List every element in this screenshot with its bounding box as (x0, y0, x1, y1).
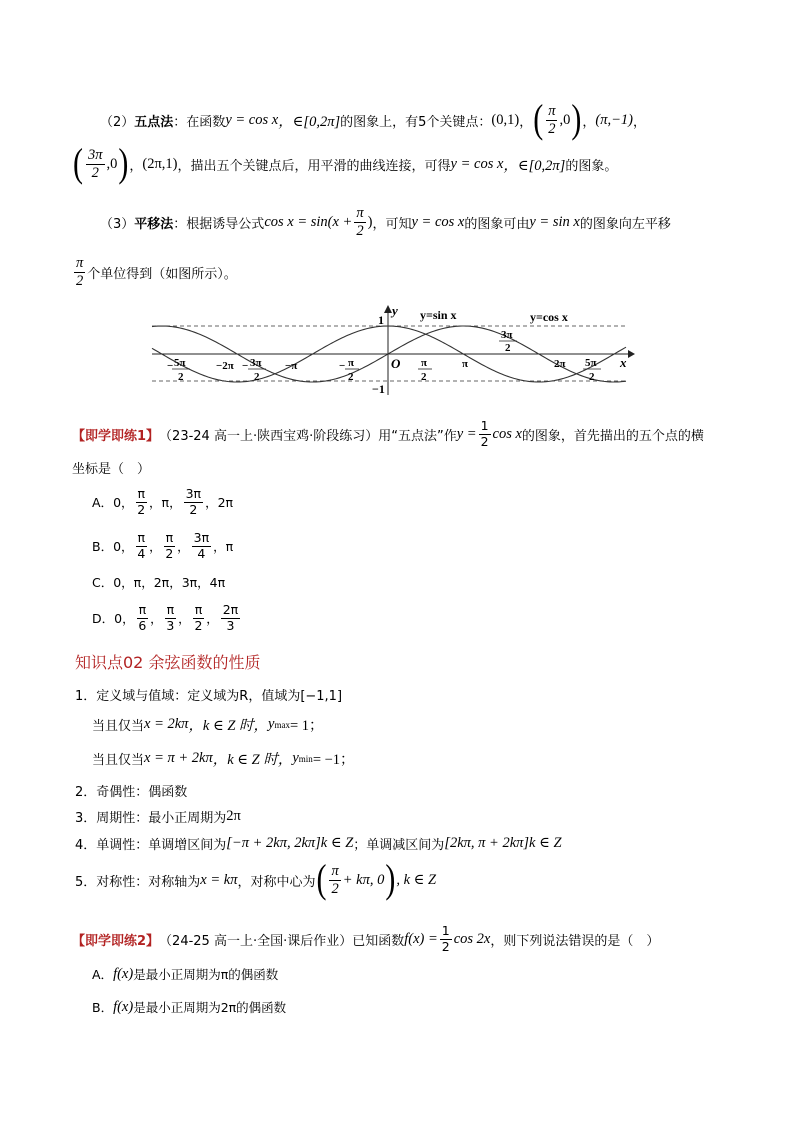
item-text: ；单调减区间为 (353, 838, 445, 853)
ex1-tag: 【即学即练1】 (72, 428, 160, 444)
ex1-line2 (72, 458, 150, 477)
frac-den: 2 (194, 617, 203, 633)
para2-text3: ，描出五个关键点后，用平滑的曲线连接，可得 (177, 158, 451, 174)
tick-mpi: −π (285, 360, 298, 372)
formula-b: ) (367, 213, 373, 230)
para3-line1 (100, 206, 671, 238)
y-label: y (392, 303, 398, 318)
ex2-fn-b: cos 2x (453, 930, 491, 947)
point-1: (0,1) (491, 111, 520, 128)
frac-num: π (137, 486, 146, 501)
ex2-line1 (72, 925, 659, 953)
ex1-option-a[interactable] (92, 488, 233, 516)
option-letter: C． (92, 575, 114, 590)
ex1-option-b[interactable] (92, 532, 233, 560)
para2-fn2: y = cos x (450, 155, 504, 172)
tick-m3pi2-num: 3π (250, 357, 262, 369)
item-sub: max (274, 719, 290, 730)
frac-num: π (165, 530, 174, 545)
item-text: 2．奇偶性：偶函数 (75, 785, 188, 800)
ex2-option-b[interactable] (92, 998, 286, 1016)
item-1 (75, 685, 342, 704)
ex2-source: （24-25 高一上·全国·课后作业）已知函数 (159, 933, 405, 949)
ex2-text1: ，则下列说法错误的是（ ） (490, 933, 660, 949)
p4-rest: ,0 (106, 155, 118, 172)
frac-den: 6 (138, 617, 147, 633)
frac-num: π (137, 530, 146, 545)
para3-fn2: y = sin x (529, 213, 580, 230)
item-5 (75, 857, 437, 902)
point-2: ( $\frac{\pi}{2}$ ,0 ) (533, 97, 582, 142)
option-text: ， (150, 611, 163, 626)
item-text: 当且仅当 (92, 753, 145, 768)
item-1a (92, 714, 324, 735)
symmetry-center: ( $\frac{\pi}{2}$ + kπ, 0 ) (316, 857, 396, 902)
option-text: 0， (113, 539, 134, 554)
frac-num: π (331, 863, 339, 879)
point-3: (π,−1) (595, 111, 633, 128)
point-4: ( $\frac{3\pi}{2}$ ,0 ) (73, 141, 129, 186)
item-3 (75, 807, 241, 826)
frac-den: 3 (226, 617, 235, 633)
ex1-option-c[interactable] (92, 573, 225, 591)
item-sub: min (298, 753, 313, 764)
para2-bold: 五点法 (134, 114, 174, 130)
p2-den: 2 (548, 120, 556, 137)
option-math: f(x) (113, 998, 134, 1015)
frac-num: π (194, 602, 203, 617)
p4-den: 2 (91, 164, 99, 181)
label-neg-one: −1 (372, 382, 385, 396)
option-letter: A． (92, 495, 114, 510)
frac-den: 4 (137, 545, 146, 561)
para2-line1 (100, 97, 646, 142)
option-text: 0，π，2π，3π，4π (113, 575, 226, 590)
sep: ， (129, 158, 143, 174)
item-math: ，k ∈ Z 时， (188, 718, 269, 734)
tick-m5pi2-num: 5π (174, 357, 186, 369)
ex1-source: （23-24 高一上·陕西宝鸡·阶段练习）用“五点法”作 (159, 428, 457, 444)
item-math: x = 2kπ (144, 716, 189, 732)
ex1-fn-a: y = (456, 425, 477, 442)
item-math: x = kπ (200, 871, 238, 888)
item-text: 3．周期性：最小正周期为 (75, 811, 227, 826)
para2-text: ：在函数 (173, 114, 226, 130)
item-text: ，对称中心为 (237, 874, 316, 890)
ex1-fn-b: cos x (492, 425, 522, 442)
tick-minus: − (167, 360, 174, 372)
ex2-frac-den: 2 (441, 938, 450, 954)
frac-num: 3π (185, 486, 202, 501)
para3-text2: ，可知 (372, 216, 412, 232)
frac-den: 2 (165, 545, 174, 561)
tick-m3pi2-den: 2 (254, 371, 260, 383)
p2-num: π (548, 103, 556, 119)
ex1-option-d[interactable] (92, 604, 242, 632)
item-math: [−π + 2kπ, 2kπ]k ∈ Z (226, 835, 354, 851)
item-math: , k ∈ Z (396, 871, 437, 888)
frac-den: 2 (331, 880, 339, 897)
item-math: y (268, 716, 275, 732)
item-number: 1． (75, 689, 97, 704)
para2-text2: 的图象上，有5个关键点： (340, 114, 492, 130)
option-text: ，π (213, 539, 234, 554)
tick-3pi2-num: 3π (501, 329, 513, 341)
para3-text5: 个单位得到（如图所示）。 (87, 266, 237, 282)
option-text: ， (149, 539, 162, 554)
formula-den: 2 (356, 222, 364, 239)
label-one: 1 (378, 313, 384, 327)
option-letter: A． (92, 967, 114, 982)
shift-num: π (76, 255, 84, 271)
sep: ， (519, 114, 533, 130)
origin-label: O (391, 356, 401, 371)
tick-5pi2-num: 5π (585, 357, 597, 369)
cos-label: y=cos x (530, 310, 568, 324)
frac-den: 3 (166, 617, 175, 633)
option-text: 是最小正周期为2π的偶函数 (133, 1000, 287, 1015)
item-2 (75, 781, 187, 800)
option-math: f(x) (113, 965, 134, 982)
frac-num: π (138, 602, 147, 617)
x-label: x (620, 355, 627, 370)
option-text: ， (206, 611, 219, 626)
tick-pi: π (462, 358, 469, 370)
tick-mpi2-num: π (348, 357, 355, 369)
formula-num: π (356, 205, 364, 221)
option-text: 0， (114, 611, 135, 626)
para3-text1: ：根据诱导公式 (173, 216, 265, 232)
p4-num: 3π (88, 147, 103, 163)
para3-text3: 的图象可由 (464, 216, 530, 232)
item-math: ，k ∈ Z 时， (212, 752, 293, 768)
item-4 (75, 834, 562, 853)
option-text: ，π， (149, 495, 182, 510)
ex1-line1 (72, 420, 704, 448)
frac-den: 2 (189, 501, 198, 517)
tick-minus: − (339, 360, 346, 372)
sin-label: y=sin x (420, 308, 457, 322)
item-math: = 1； (289, 718, 324, 734)
para2-label: （2） (100, 114, 135, 130)
option-text: ， (177, 539, 190, 554)
option-text: ，2π (205, 495, 234, 510)
ex2-option-a[interactable] (92, 965, 278, 983)
option-letter: D． (92, 611, 115, 626)
item-text: 当且仅当 (92, 719, 145, 734)
option-text: 0， (113, 495, 134, 510)
ex1-frac-den: 2 (480, 433, 489, 449)
item-math: y (292, 750, 299, 766)
para3-text4: 的图象向左平移 (579, 216, 671, 232)
knowledge-title: 知识点02 余弦函数的性质 (75, 653, 261, 672)
sep: ， (582, 114, 596, 130)
option-letter: B． (92, 539, 114, 554)
sep: ， (632, 114, 646, 130)
para2-range: ，∈[0,2π] (278, 113, 341, 130)
para3-line2 (72, 256, 237, 288)
para3-label: （3） (100, 216, 135, 232)
para2-fn: y = cos x (225, 111, 279, 128)
ex1-text2: 坐标是（ ） (72, 462, 151, 477)
frac-den: 4 (197, 545, 206, 561)
option-text: ， (178, 611, 191, 626)
tick-5pi2-den: 2 (589, 371, 595, 383)
item-1b (92, 748, 355, 769)
item-math: [2kπ, π + 2kπ]k ∈ Z (444, 835, 562, 851)
formula-a: cos x = sin(x + (264, 213, 353, 230)
ex2-frac-num: 1 (441, 923, 450, 938)
tick-m2pi: −2π (216, 360, 234, 372)
frac-num: π (166, 602, 175, 617)
ex2-fn-a: f(x) = (404, 930, 438, 947)
option-text: 是最小正周期为π的偶函数 (133, 967, 279, 982)
item-math: = −1； (312, 752, 355, 768)
shift-den: 2 (76, 272, 84, 289)
item-math: x = π + 2kπ (144, 750, 213, 766)
ex1-frac-num: 1 (480, 418, 489, 433)
tick-pi2-den: 2 (421, 371, 427, 383)
tick-3pi2-den: 2 (505, 342, 511, 354)
ex2-tag: 【即学即练2】 (72, 933, 160, 949)
item-text: 5．对称性：对称轴为 (75, 874, 201, 890)
sin-cos-graph (150, 303, 635, 398)
para2-line2 (72, 141, 618, 186)
tick-pi2-num: π (421, 357, 428, 369)
p2-rest: ,0 (559, 111, 571, 128)
item-math: + kπ, 0 (342, 871, 385, 888)
item-text: 定义域与值域：定义域为R，值域为[−1,1] (96, 689, 343, 704)
frac-num: 3π (193, 530, 210, 545)
para3-bold: 平移法 (134, 216, 174, 232)
para3-fn1: y = cos x (411, 213, 465, 230)
ex1-text1: 的图象，首先描出的五个点的横 (521, 428, 704, 444)
option-letter: B． (92, 1000, 114, 1015)
frac-num: 2π (222, 602, 239, 617)
frac-den: 2 (137, 501, 146, 517)
para2-text4: 的图象。 (565, 158, 618, 174)
item-text: 4．单调性：单调增区间为 (75, 838, 227, 853)
point-5: (2π,1) (142, 155, 178, 172)
tick-minus: − (242, 360, 249, 372)
para2-range2: ，∈[0,2π] (503, 157, 566, 174)
tick-m5pi2-den: 2 (178, 371, 184, 383)
item-math: 2π (226, 808, 241, 824)
tick-mpi2-den: 2 (348, 371, 354, 383)
tick-2pi: 2π (554, 358, 566, 370)
